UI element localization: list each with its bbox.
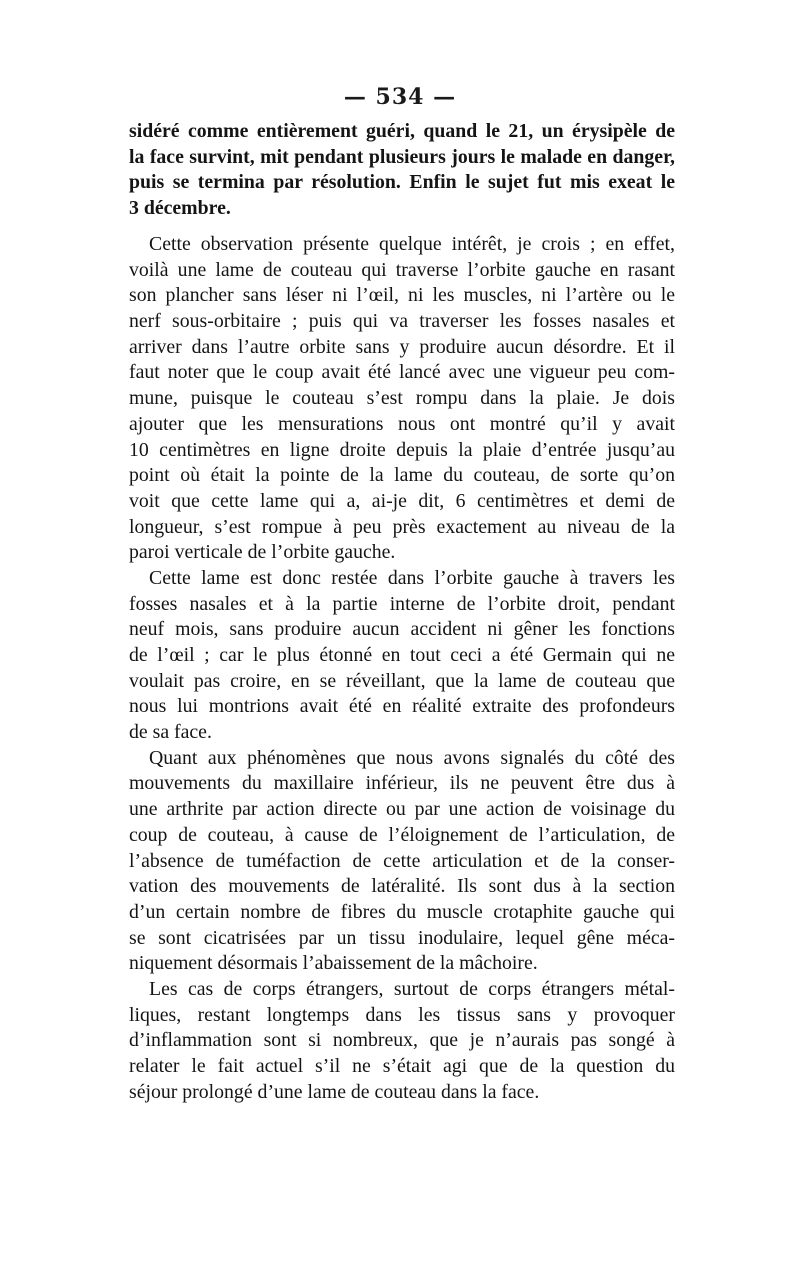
text-line: Quant aux phénomènes que nous avons signalés du côté des [149,746,675,769]
text-line: voulait pas croire, en se réveillant, que la lame de couteau que [129,669,675,692]
text-line: mouvements du maxillaire inférieur, ils ne peuvent être dus à [129,772,675,795]
text-line: neuf mois, sans produire aucun accident ni gêner les fonctions [129,618,675,641]
text-line: ajouter que les mensurations nous ont montré qu’il y avait [129,412,675,435]
text-line: niquement désormais l’abaissement de la mâchoire. [129,952,538,975]
paragraph-3 [129,566,675,746]
text-line: mune, puisque le couteau s’est rompu dans la plaie. Je dois [129,387,675,410]
text-line: sidéré comme entièrement guéri, quand le 21, un érysipèle de [129,120,675,142]
text-block-main [129,232,675,1105]
text-line: de sa face. [129,721,212,744]
text-line: séjour prolongé d’une lame de couteau dans la face. [129,1080,540,1103]
page-number: — 534 — [343,84,457,110]
text-line: vation des mouvements de latéralité. Ils sont dus à la section [129,875,675,898]
paragraph-1 [129,119,675,222]
text-line: Cette observation présente quelque intérêt, je crois ; en effet, [149,233,675,255]
text-line: coup de couteau, à cause de l’éloignement de l’articulation, de [129,823,675,846]
text-line: paroi verticale de l’orbite gauche. [129,541,396,564]
text-line: la face survint, mit pendant plusieurs jours le malade en danger, [129,145,675,168]
text-line: nous lui montrions avait été en réalité extraite des profondeurs [129,695,675,718]
paragraph-2 [129,232,675,566]
text-line: son plancher sans léser ni l’œil, ni les muscles, ni l’artère ou le [129,284,675,307]
text-line: nerf sous-orbitaire ; puis qui va traverser les fosses nasales et [129,310,675,333]
text-line: de l’œil ; car le plus étonné en tout ceci a été Germain qui ne [129,644,675,666]
text-line: longueur, s’est rompue à peu près exactement au niveau de la [129,515,675,538]
text-line: Cette lame est donc restée dans l’orbite gauche à travers les [149,566,675,589]
text-line: d’un certain nombre de fibres du muscle crotaphite gauche qui [129,900,675,923]
text-line: Les cas de corps étrangers, surtout de corps étrangers métal- [149,977,675,1000]
text-line: une arthrite par action directe ou par une action de voisinage du [129,798,675,821]
text-line: voit que cette lame qui a, ai-je dit, 6 centimètres et demi de [129,489,675,512]
text-line: puis se termina par résolution. Enfin le sujet fut mis exeat le [129,171,675,194]
paragraph-5 [129,977,675,1105]
text-line: voilà une lame de couteau qui traverse l’orbite gauche en rasant [129,258,675,281]
text-line: 3 décembre. [129,197,231,220]
text-line: relater le fait actuel s’il ne s’était agi que de la question du [129,1055,675,1077]
text-line: 10 centimètres en ligne droite depuis la plaie d’entrée jusqu’au [129,438,675,461]
text-line: d’inflammation sont si nombreux, que je n’aurais pas songé à [129,1029,675,1052]
text-line: arriver dans l’autre orbite sans y produire aucun désordre. Et il [129,335,675,358]
text-block-top [129,119,675,222]
text-line: fosses nasales et à la partie interne de l’orbite droit, pendant [129,592,675,615]
text-line: faut noter que le coup avait été lancé avec une vigueur peu com- [129,361,675,384]
text-line: se sont cicatrisées par un tissu inodulaire, lequel gêne méca- [129,926,675,949]
text-line: l’absence de tuméfaction de cette articulation et de la conser- [129,849,675,872]
paragraph-4 [129,746,675,977]
text-line: liques, restant longtemps dans les tissus sans y provoquer [129,1003,675,1026]
text-line: point où était la pointe de la lame du couteau, de sorte qu’on [129,464,675,487]
